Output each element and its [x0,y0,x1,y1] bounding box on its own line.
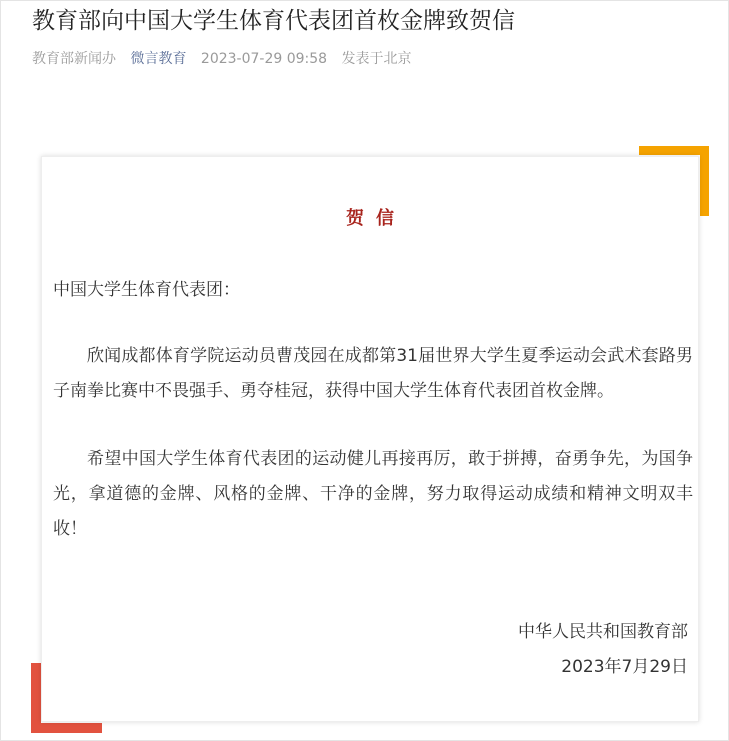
account-link[interactable]: 微言教育 [130,51,187,67]
publish-location: 发表于北京 [341,51,412,67]
author-name: 教育部新闻办 [32,51,116,67]
letter-title: 贺信 [346,208,406,229]
article-title: 教育部向中国大学生体育代表团首枚金牌致贺信 [32,8,515,34]
congratulatory-letter-card [41,156,699,722]
publish-datetime: 2023-07-29 09:58 [200,51,328,67]
letter-paragraph-1: 欣闻成都体育学院运动员曹茂园在成都第31届世界大学生夏季运动会武术套路男子南拳比赛中不畏强手、勇夺桂冠，获得中国大学生体育代表团首枚金牌。 [53,346,693,401]
signature-date: 2023年7月29日 [561,657,688,677]
letter-paragraph-2: 希望中国大学生体育代表团的运动健儿再接再厉，敢于拼搏，奋勇争先，为国争光，拿道德的金牌、风格的金牌、干净的金牌，努力取得运动成绩和精神文明双丰收！ [53,449,693,539]
letter-salutation: 中国大学生体育代表团： [53,280,240,300]
signature-organization: 中华人民共和国教育部 [518,622,688,642]
letter-signature [518,615,688,685]
article-meta [32,49,422,69]
